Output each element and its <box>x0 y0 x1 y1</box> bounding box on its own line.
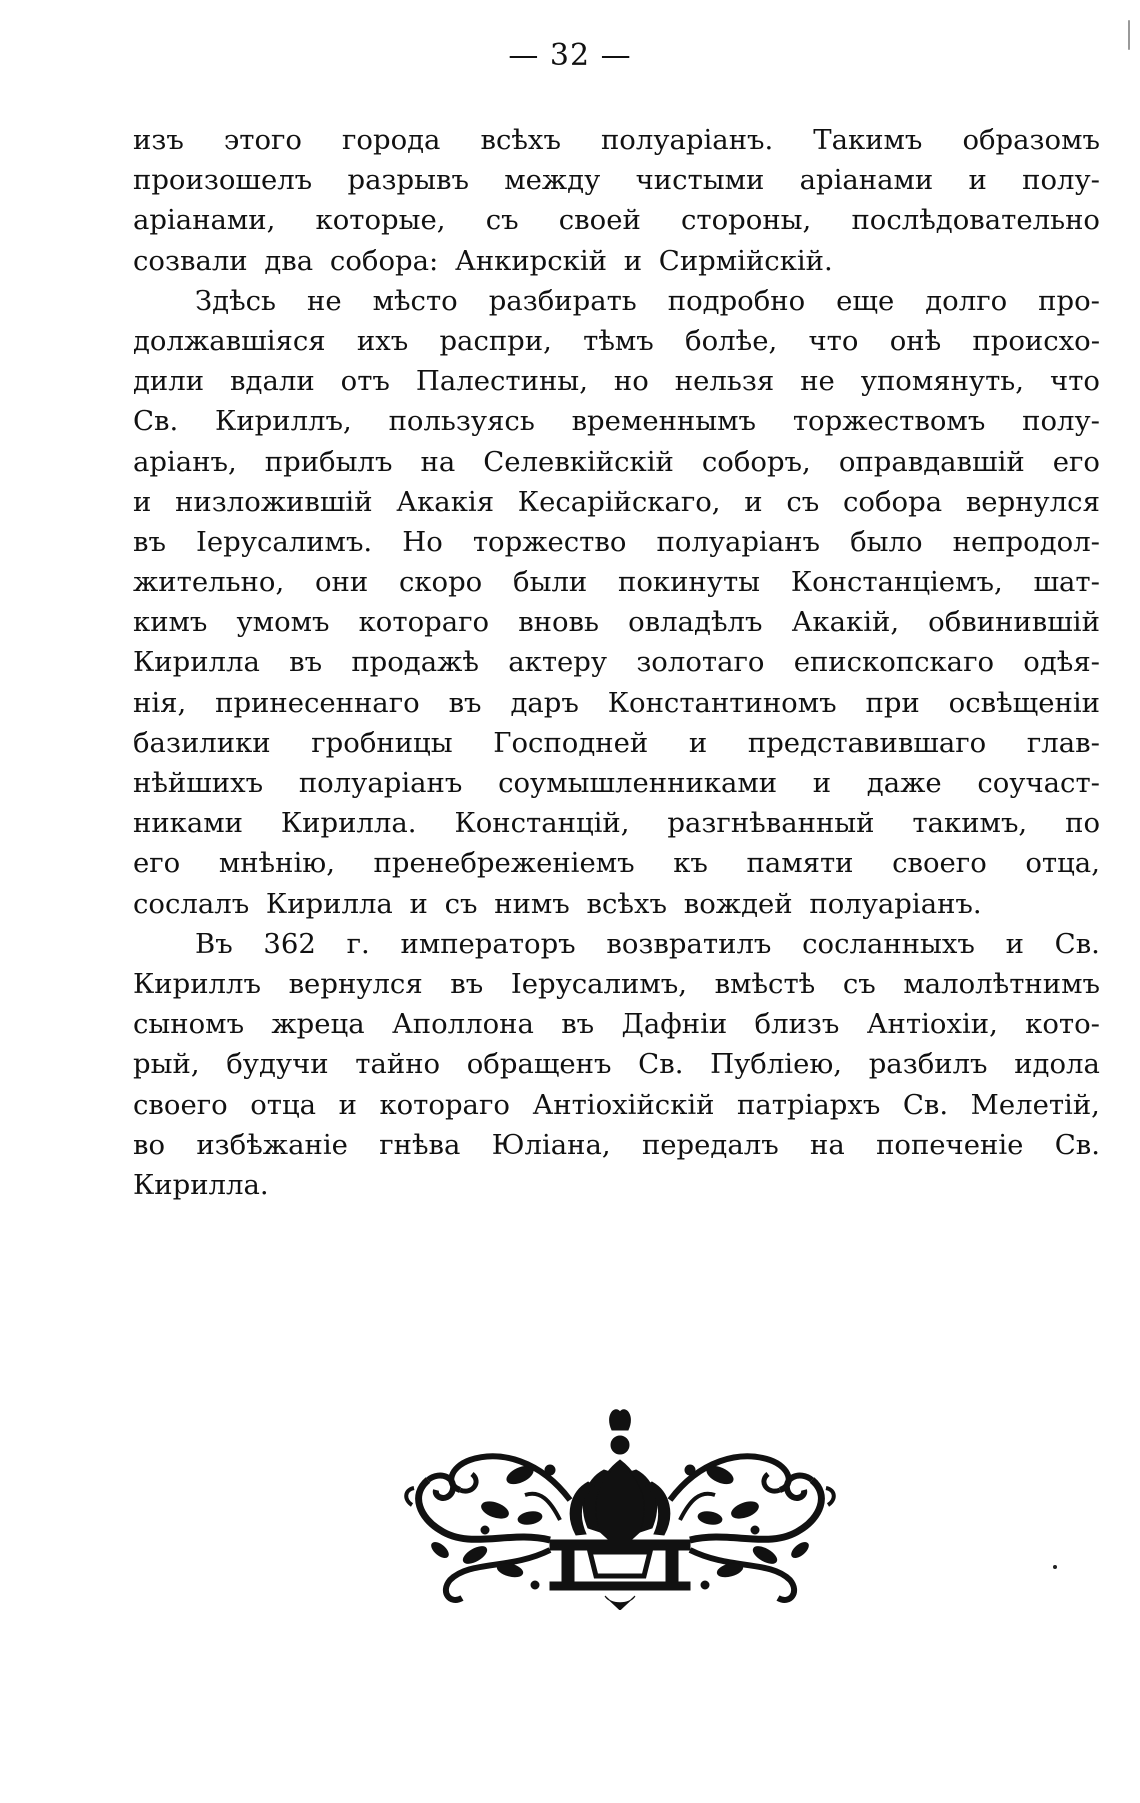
text-line: и низложившій Акакія Кесарійскаго, и съ собора вернулся <box>133 485 1100 518</box>
right-foliage <box>670 1456 834 1600</box>
text-line: произошелъ разрывъ между чистыми аріанами и полу- <box>133 164 1100 197</box>
text-line: сыномъ жреца Аполлона въ Дафніи близъ Антіохіи, кото- <box>133 1008 1100 1041</box>
text-line: рый, будучи тайно обращенъ Св. Публіею, разбилъ идола <box>133 1048 1100 1081</box>
text-line: въ Іерусалимъ. Но торжество полуаріанъ было непродол- <box>133 525 1100 558</box>
text-line: изъ этого города всѣхъ полуаріанъ. Такимъ образомъ <box>133 124 1100 156</box>
text-line: жительно, они скоро были покинуты Констанціемъ, шат- <box>133 566 1100 599</box>
text-line: дили вдали отъ Палестины, но нельзя не упомянуть, что <box>133 365 1100 398</box>
text-line: созвали два собора: Анкирскій и Сирмійскій. <box>133 244 833 277</box>
central-base <box>550 1540 690 1610</box>
central-shell <box>570 1410 670 1550</box>
text-line: Кирилла въ продажѣ актеру золотаго епископскаго одѣя- <box>133 646 1100 679</box>
text-line: нѣйшихъ полуаріанъ соумышленниками и даже соучаст- <box>133 767 1100 799</box>
page-number: — 32 — <box>508 38 632 73</box>
left-foliage <box>406 1456 570 1600</box>
text-line: его мнѣнію, пренебреженіемъ къ памяти своего отца, <box>133 847 1100 880</box>
text-line: кимъ умомъ котораго вновь овладѣлъ Акакій, обвинившій <box>133 606 1100 639</box>
text-line: своего отца и котораго Антіохійскій патріархъ Св. Мелетій, <box>133 1088 1100 1121</box>
text-line: сослалъ Кирилла и съ нимъ всѣхъ вождей полуаріанъ. <box>133 887 982 920</box>
text-line: Здѣсь не мѣсто разбирать подробно еще долго про- <box>195 284 1100 317</box>
text-line: нія, принесеннаго въ даръ Константиномъ при освѣщеніи <box>133 686 1100 719</box>
text-line: во избѣжаніе гнѣва Юліана, передалъ на попеченіе Св. <box>133 1128 1100 1161</box>
body-text <box>133 120 1100 1205</box>
text-line: аріанъ, прибылъ на Селевкійскій соборъ, оправдавшій его <box>133 445 1100 478</box>
text-line: никами Кирилла. Констанцій, разгнѣванный такимъ, по <box>133 807 1100 840</box>
text-line: Въ 362 г. императоръ возвратилъ сосланныхъ и Св. <box>195 927 1100 960</box>
text-line: Св. Кириллъ, пользуясь временнымъ торжествомъ полу- <box>133 405 1100 438</box>
floral-tailpiece-icon <box>400 1400 840 1610</box>
text-line: Кирилла. <box>133 1168 269 1201</box>
text-line: должавшіяся ихъ распри, тѣмъ болѣе, что онѣ происхо- <box>133 324 1100 357</box>
text-line: аріанами, которые, съ своей стороны, послѣдовательно <box>133 204 1100 237</box>
print-speck <box>1053 1565 1057 1569</box>
print-speck <box>1128 20 1130 50</box>
text-line: базилики гробницы Господней и представившаго глав- <box>133 726 1100 759</box>
text-line: Кириллъ вернулся въ Іерусалимъ, вмѣстѣ съ малолѣтнимъ <box>133 967 1100 1000</box>
